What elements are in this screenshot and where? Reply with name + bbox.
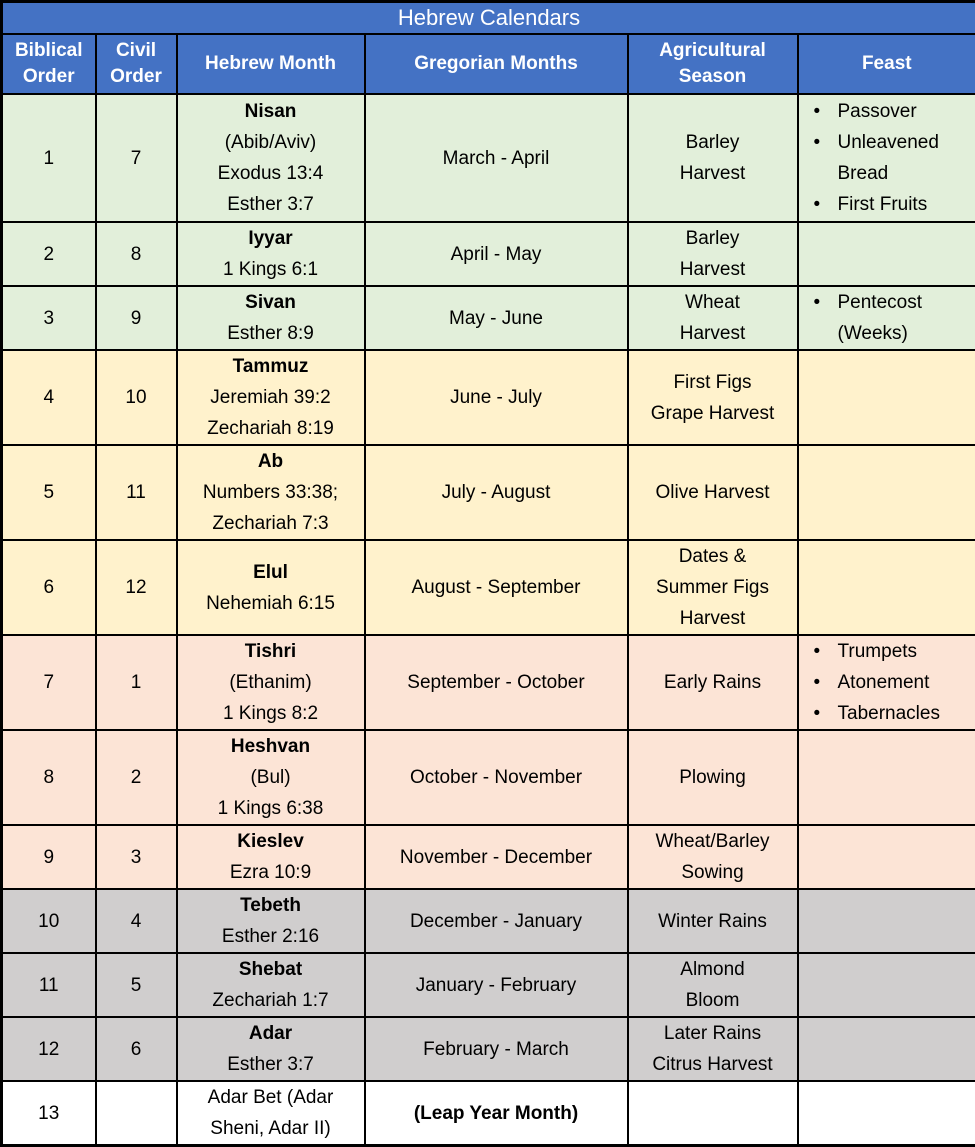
biblical-order-cell: 6 — [2, 540, 96, 635]
scripture-reference: (Ethanim) — [181, 667, 361, 698]
season-line: Wheat/Barley — [632, 826, 794, 857]
feast-cell — [798, 730, 975, 825]
biblical-order-cell: 8 — [2, 730, 96, 825]
gregorian-months-cell: November - December — [365, 825, 628, 889]
column-header-agricultural-season: Agricultural Season — [628, 34, 798, 94]
gregorian-months-cell: June - July — [365, 350, 628, 445]
hebrew-month-cell — [177, 825, 365, 889]
season-line: Harvest — [632, 254, 794, 285]
gregorian-months-cell: August - September — [365, 540, 628, 635]
column-header-gregorian-months: Gregorian Months — [365, 34, 628, 94]
agricultural-season-cell — [628, 1017, 798, 1081]
month-name: Kieslev — [191, 826, 351, 857]
season-line: Harvest — [632, 603, 794, 634]
hebrew-month-cell — [177, 730, 365, 825]
gregorian-months-cell: July - August — [365, 445, 628, 540]
civil-order-cell: 5 — [96, 953, 177, 1017]
table-row — [2, 953, 975, 1017]
feast-cell — [798, 1081, 975, 1146]
civil-order-cell: 4 — [96, 889, 177, 953]
table-row — [2, 825, 975, 889]
title-row — [2, 2, 975, 35]
scripture-reference: Esther 2:16 — [181, 921, 361, 952]
feast-cell — [798, 825, 975, 889]
season-line: Harvest — [632, 318, 794, 349]
column-header-biblical-order: Biblical Order — [2, 34, 96, 94]
feast-cell — [798, 350, 975, 445]
bullet-icon: • — [814, 636, 838, 667]
scripture-reference: Jeremiah 39:2 — [181, 382, 361, 413]
biblical-order-cell: 2 — [2, 222, 96, 286]
civil-order-cell: 6 — [96, 1017, 177, 1081]
table-row — [2, 730, 975, 825]
feast-item — [814, 636, 971, 667]
season-line: Citrus Harvest — [632, 1049, 794, 1080]
table-row — [2, 1017, 975, 1081]
season-line: Plowing — [632, 762, 794, 793]
agricultural-season-cell — [628, 286, 798, 350]
feast-item — [814, 96, 971, 127]
scripture-reference: Esther 8:9 — [181, 318, 361, 349]
season-line: Barley — [632, 127, 794, 158]
season-line: Bloom — [632, 985, 794, 1016]
civil-order-cell: 1 — [96, 635, 177, 730]
hebrew-month-cell — [177, 635, 365, 730]
season-line: Winter Rains — [632, 906, 794, 937]
table-body — [2, 94, 975, 1146]
agricultural-season-cell — [628, 445, 798, 540]
bullet-icon: • — [814, 698, 838, 729]
feast-item — [814, 667, 971, 698]
biblical-order-cell: 4 — [2, 350, 96, 445]
feast-label: Atonement — [838, 667, 971, 698]
biblical-order-cell: 13 — [2, 1081, 96, 1146]
scripture-reference: Exodus 13:4 — [181, 158, 361, 189]
biblical-order-cell: 11 — [2, 953, 96, 1017]
biblical-order-cell: 7 — [2, 635, 96, 730]
civil-order-cell: 11 — [96, 445, 177, 540]
table-row — [2, 889, 975, 953]
month-name: Sivan — [191, 287, 351, 318]
biblical-order-cell: 5 — [2, 445, 96, 540]
gregorian-months-cell: October - November — [365, 730, 628, 825]
gregorian-months-cell: (Leap Year Month) — [365, 1081, 628, 1146]
feast-cell — [798, 94, 975, 222]
feast-label: First Fruits — [838, 189, 971, 220]
month-name: Ab — [191, 446, 351, 477]
feast-label: Passover — [838, 96, 971, 127]
season-line: Dates & — [632, 541, 794, 572]
biblical-order-cell: 10 — [2, 889, 96, 953]
bullet-icon: • — [814, 287, 838, 318]
bullet-icon: • — [814, 667, 838, 698]
gregorian-months-cell: February - March — [365, 1017, 628, 1081]
scripture-reference: Zechariah 1:7 — [181, 985, 361, 1016]
season-line: Harvest — [632, 158, 794, 189]
season-line: Almond — [632, 954, 794, 985]
feast-item — [814, 698, 971, 729]
scripture-reference: (Bul) — [181, 762, 361, 793]
season-line: Barley — [632, 223, 794, 254]
month-name: Iyyar — [191, 223, 351, 254]
feast-item — [814, 189, 971, 220]
hebrew-month-cell — [177, 889, 365, 953]
table-row — [2, 445, 975, 540]
hebrew-month-cell — [177, 540, 365, 635]
month-name: Tammuz — [191, 351, 351, 382]
table-row — [2, 286, 975, 350]
page-title: Hebrew Calendars — [2, 2, 975, 35]
gregorian-months-cell: December - January — [365, 889, 628, 953]
table-row — [2, 635, 975, 730]
feast-list — [802, 287, 973, 349]
scripture-reference: Numbers 33:38; — [181, 477, 361, 508]
civil-order-cell: 9 — [96, 286, 177, 350]
scripture-reference: 1 Kings 6:38 — [181, 793, 361, 824]
scripture-reference: Esther 3:7 — [181, 189, 361, 220]
feast-cell — [798, 889, 975, 953]
feast-cell — [798, 222, 975, 286]
feast-list — [802, 636, 973, 729]
biblical-order-cell: 3 — [2, 286, 96, 350]
season-line: Early Rains — [632, 667, 794, 698]
agricultural-season-cell — [628, 953, 798, 1017]
scripture-reference: Zechariah 8:19 — [181, 413, 361, 444]
feast-item — [814, 287, 971, 349]
month-name: Adar Bet (Adar Sheni, Adar II) — [191, 1082, 351, 1144]
agricultural-season-cell — [628, 350, 798, 445]
feast-cell — [798, 953, 975, 1017]
hebrew-month-cell — [177, 1017, 365, 1081]
hebrew-month-cell — [177, 94, 365, 222]
bullet-icon: • — [814, 96, 838, 127]
month-name: Nisan — [191, 96, 351, 127]
hebrew-month-cell — [177, 222, 365, 286]
gregorian-months-cell: May - June — [365, 286, 628, 350]
agricultural-season-cell — [628, 889, 798, 953]
civil-order-cell: 8 — [96, 222, 177, 286]
table-row — [2, 94, 975, 222]
header-row — [2, 34, 975, 94]
month-name: Shebat — [191, 954, 351, 985]
bullet-icon: • — [814, 189, 838, 220]
civil-order-cell: 12 — [96, 540, 177, 635]
season-line: Summer Figs — [632, 572, 794, 603]
gregorian-months-cell: March - April — [365, 94, 628, 222]
feast-cell — [798, 1017, 975, 1081]
column-header-feast: Feast — [798, 34, 975, 94]
feast-label: Tabernacles — [838, 698, 971, 729]
biblical-order-cell: 9 — [2, 825, 96, 889]
feast-cell — [798, 540, 975, 635]
scripture-reference: Esther 3:7 — [181, 1049, 361, 1080]
column-header-hebrew-month: Hebrew Month — [177, 34, 365, 94]
feast-cell — [798, 635, 975, 730]
hebrew-month-cell — [177, 445, 365, 540]
column-header-civil-order: Civil Order — [96, 34, 177, 94]
agricultural-season-cell — [628, 1081, 798, 1146]
season-line: Grape Harvest — [632, 398, 794, 429]
feast-label: Unleavened Bread — [838, 127, 971, 189]
civil-order-cell: 7 — [96, 94, 177, 222]
feast-cell — [798, 445, 975, 540]
feast-label: Trumpets — [838, 636, 971, 667]
month-name: Tebeth — [191, 890, 351, 921]
season-line: Later Rains — [632, 1018, 794, 1049]
scripture-reference: Nehemiah 6:15 — [181, 588, 361, 619]
month-name: Elul — [191, 557, 351, 588]
scripture-reference: Ezra 10:9 — [181, 857, 361, 888]
civil-order-cell: 3 — [96, 825, 177, 889]
feast-item — [814, 127, 971, 189]
agricultural-season-cell — [628, 825, 798, 889]
month-name: Heshvan — [191, 731, 351, 762]
feast-list — [802, 96, 973, 220]
scripture-reference: (Abib/Aviv) — [181, 127, 361, 158]
season-line: Wheat — [632, 287, 794, 318]
agricultural-season-cell — [628, 540, 798, 635]
gregorian-months-cell: September - October — [365, 635, 628, 730]
feast-label: Pentecost (Weeks) — [838, 287, 971, 349]
hebrew-month-cell — [177, 1081, 365, 1146]
month-name: Adar — [191, 1018, 351, 1049]
biblical-order-cell: 1 — [2, 94, 96, 222]
civil-order-cell — [96, 1081, 177, 1146]
scripture-reference: 1 Kings 6:1 — [181, 254, 361, 285]
month-name: Tishri — [191, 636, 351, 667]
table-row — [2, 222, 975, 286]
season-line: Sowing — [632, 857, 794, 888]
scripture-reference: 1 Kings 8:2 — [181, 698, 361, 729]
gregorian-months-cell: January - February — [365, 953, 628, 1017]
feast-cell — [798, 286, 975, 350]
civil-order-cell: 10 — [96, 350, 177, 445]
agricultural-season-cell — [628, 730, 798, 825]
civil-order-cell: 2 — [96, 730, 177, 825]
agricultural-season-cell — [628, 222, 798, 286]
biblical-order-cell: 12 — [2, 1017, 96, 1081]
table-row — [2, 350, 975, 445]
hebrew-month-cell — [177, 350, 365, 445]
table-row — [2, 540, 975, 635]
agricultural-season-cell — [628, 635, 798, 730]
bullet-icon: • — [814, 127, 838, 158]
gregorian-months-cell: April - May — [365, 222, 628, 286]
table-row — [2, 1081, 975, 1146]
agricultural-season-cell — [628, 94, 798, 222]
hebrew-month-cell — [177, 286, 365, 350]
hebrew-month-cell — [177, 953, 365, 1017]
scripture-reference: Zechariah 7:3 — [181, 508, 361, 539]
season-line: First Figs — [632, 367, 794, 398]
season-line: Olive Harvest — [632, 477, 794, 508]
